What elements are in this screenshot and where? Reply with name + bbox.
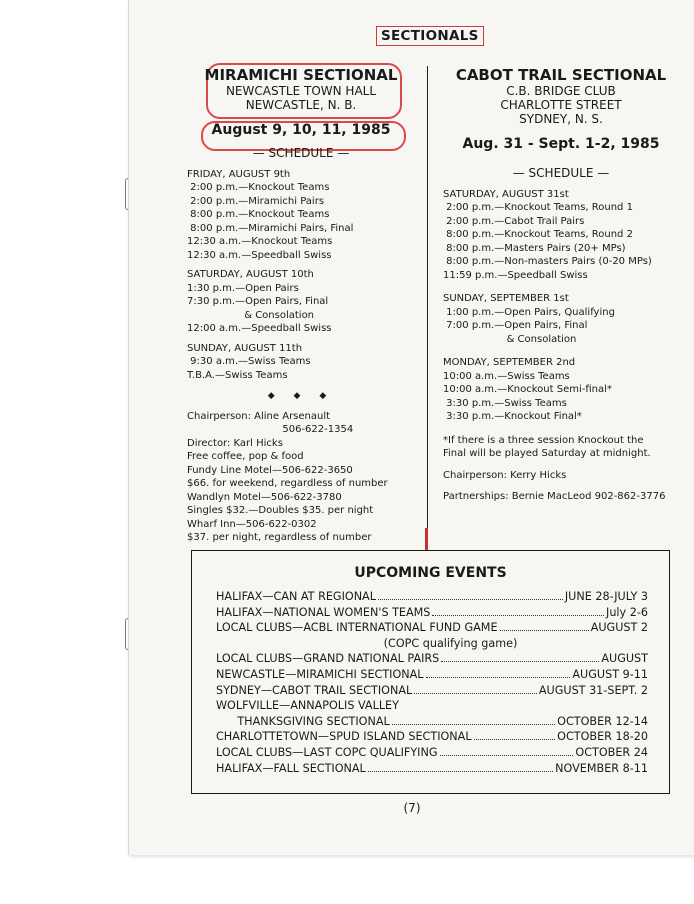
schedule-item: 11:59 p.m.—Speedball Swiss <box>443 269 588 281</box>
upcoming-events-box <box>191 550 670 794</box>
schedule-item: 3:30 p.m.—Swiss Teams <box>443 397 567 409</box>
schedule-item: 2:00 p.m.—Knockout Teams, Round 1 <box>443 202 633 213</box>
event-row <box>216 620 648 636</box>
event-date: NOVEMBER 8-11 <box>555 761 648 775</box>
venue-line: C.B. BRIDGE CLUB <box>506 84 616 98</box>
event-name: CHARLOTTETOWN—SPUD ISLAND SECTIONAL <box>216 730 472 744</box>
venue-line: NEWCASTLE TOWN HALL <box>225 84 377 98</box>
event-date: AUGUST 2 <box>590 621 648 635</box>
dot-leader <box>474 739 556 740</box>
schedule-item: 12:00 a.m.—Speedball Swiss <box>187 323 332 334</box>
upcoming-events-heading: UPCOMING EVENTS <box>354 565 507 581</box>
dot-leader <box>440 755 574 756</box>
contact-line: Fundy Line Motel—506-622-3650 <box>187 464 353 476</box>
note-line: Final will be played Saturday at midnight. <box>443 448 651 459</box>
event-row <box>216 651 648 667</box>
schedule-item: 1:00 p.m.—Open Pairs, Qualifying <box>443 306 615 318</box>
day-block <box>443 356 679 424</box>
day-block <box>443 292 679 346</box>
event-name: LOCAL CLUBS—ACBL INTERNATIONAL FUND GAME <box>216 621 498 635</box>
schedule-heading: — SCHEDULE — <box>252 146 350 160</box>
contact-line: Wharf Inn—506-622-0302 <box>187 518 317 530</box>
contact-line: Singles $32.—Doubles $35. per night <box>187 505 374 516</box>
schedule-item: 2:00 p.m.—Cabot Trail Pairs <box>443 215 585 227</box>
event-row <box>216 698 648 714</box>
event-date: AUGUST 9-11 <box>572 667 648 681</box>
day-block <box>187 342 415 383</box>
note-line: *If there is a three session Knockout the <box>443 434 644 446</box>
dot-leader <box>378 599 563 600</box>
schedule-heading: — SCHEDULE — <box>512 166 610 180</box>
column-divider <box>427 66 428 546</box>
event-date: July 2-6 <box>606 605 648 619</box>
partnerships: Partnerships: Bernie MacLeod 902-862-3776 <box>443 491 666 502</box>
schedule-item: 2:00 p.m.—Miramichi Pairs <box>187 195 325 207</box>
dot-leader <box>441 661 599 662</box>
schedule-item: 2:00 p.m.—Knockout Teams <box>187 182 330 193</box>
miramichi-column <box>187 66 415 545</box>
schedule-item: 8:00 p.m.—Knockout Teams <box>187 209 330 220</box>
event-continuation: (COPC qualifying game) <box>383 636 518 650</box>
red-pen-mark <box>425 528 428 550</box>
event-row <box>216 745 648 761</box>
event-name: SYDNEY—CABOT TRAIL SECTIONAL <box>216 683 413 697</box>
document-page <box>128 0 694 855</box>
dot-leader <box>392 724 555 725</box>
event-name: HALIFAX—NATIONAL WOMEN'S TEAMS <box>216 605 431 619</box>
miramichi-title: MIRAMICHI SECTIONAL <box>204 66 398 84</box>
event-name: LOCAL CLUBS—GRAND NATIONAL PAIRS <box>216 652 440 666</box>
schedule-item: 12:30 a.m.—Speedball Swiss <box>187 249 332 261</box>
event-row <box>216 714 648 730</box>
dot-leader <box>414 693 537 694</box>
dot-leader <box>426 677 571 678</box>
contact-line: Wandlyn Motel—506-622-3780 <box>187 491 342 503</box>
schedule-list <box>443 188 679 424</box>
event-row <box>216 589 648 605</box>
event-date: OCTOBER 24 <box>575 745 648 759</box>
schedule-item: 9:30 a.m.—Swiss Teams <box>187 356 311 367</box>
day-heading: FRIDAY, AUGUST 9th <box>187 168 291 180</box>
schedule-item: 12:30 a.m.—Knockout Teams <box>187 236 333 247</box>
day-heading: SATURDAY, AUGUST 31st <box>443 188 569 200</box>
day-block <box>443 188 679 283</box>
contact-line: Chairperson: Aline Arsenault <box>187 410 331 422</box>
cabot-trail-column <box>443 66 679 504</box>
venue-line: CHARLOTTE STREET <box>500 98 622 112</box>
schedule-item: 8:00 p.m.—Knockout Teams, Round 2 <box>443 229 633 240</box>
schedule-item: 10:00 a.m.—Swiss Teams <box>443 370 570 382</box>
event-date: OCTOBER 18-20 <box>557 730 648 744</box>
event-date: OCTOBER 12-14 <box>557 714 648 728</box>
day-heading: SATURDAY, AUGUST 10th <box>187 269 314 280</box>
day-heading: SUNDAY, SEPTEMBER 1st <box>443 293 569 304</box>
schedule-item: 8:00 p.m.—Miramichi Pairs, Final <box>187 222 354 234</box>
event-date: JUNE 28-JULY 3 <box>564 590 648 603</box>
knockout-note <box>443 434 679 461</box>
day-heading: SUNDAY, AUGUST 11th <box>187 342 303 354</box>
event-date: AUGUST <box>601 652 648 666</box>
event-name: HALIFAX—FALL SECTIONAL <box>216 761 366 775</box>
schedule-item: 3:30 p.m.—Knockout Final* <box>443 411 582 422</box>
dot-leader <box>368 771 553 772</box>
day-heading: MONDAY, SEPTEMBER 2nd <box>443 357 576 368</box>
event-name: HALIFAX—CAN AT REGIONAL <box>216 590 376 603</box>
diamond-divider: ◆ ◆ ◆ <box>267 391 335 401</box>
event-date: AUGUST 31-SEPT. 2 <box>538 683 648 697</box>
schedule-item: T.B.A.—Swiss Teams <box>187 369 288 381</box>
schedule-list <box>187 168 415 383</box>
cabot-trail-title: CABOT TRAIL SECTIONAL <box>455 66 667 84</box>
event-row <box>216 683 648 699</box>
event-row <box>216 605 648 621</box>
event-name: WOLFVILLE—ANNAPOLIS VALLEY <box>216 699 399 713</box>
contact-line: $37. per night, regardless of number <box>187 532 372 543</box>
schedule-item: 8:00 p.m.—Masters Pairs (20+ MPs) <box>443 242 626 254</box>
contact-info <box>187 410 415 545</box>
day-block <box>187 268 415 336</box>
dot-leader <box>432 615 604 616</box>
event-name: LOCAL CLUBS—LAST COPC QUALIFYING <box>216 745 438 759</box>
miramichi-dates: August 9, 10, 11, 1985 <box>211 122 391 138</box>
sectionals-header: SECTIONALS <box>376 26 484 46</box>
contact-line: 506-622-1354 <box>187 424 354 435</box>
schedule-item: 7:30 p.m.—Open Pairs, Final <box>187 296 329 307</box>
event-row <box>216 667 648 683</box>
contact-line: Director: Karl Hicks <box>187 437 283 449</box>
schedule-item: & Consolation <box>443 333 577 345</box>
venue-line: NEWCASTLE, N. B. <box>245 98 357 112</box>
contact-line: $66. for weekend, regardless of number <box>187 478 388 489</box>
venue-line: SYDNEY, N. S. <box>519 112 603 126</box>
schedule-item: 7:00 p.m.—Open Pairs, Final <box>443 320 588 331</box>
schedule-item: 1:30 p.m.—Open Pairs <box>187 282 299 294</box>
schedule-item: & Consolation <box>187 309 315 321</box>
cabot-trail-dates: Aug. 31 - Sept. 1-2, 1985 <box>462 136 660 152</box>
event-name: THANKSGIVING SECTIONAL <box>216 714 390 728</box>
day-block <box>187 168 415 263</box>
event-name: NEWCASTLE—MIRAMICHI SECTIONAL <box>216 667 424 681</box>
page-number: (7) <box>403 801 421 815</box>
contact-line: Free coffee, pop & food <box>187 451 304 462</box>
event-row <box>216 729 648 745</box>
event-row <box>216 761 648 777</box>
events-list <box>192 589 669 776</box>
schedule-item: 10:00 a.m.—Knockout Semi-final* <box>443 384 612 395</box>
schedule-item: 8:00 p.m.—Non-masters Pairs (0-20 MPs) <box>443 256 652 267</box>
chairperson: Chairperson: Kerry Hicks <box>443 469 567 481</box>
dot-leader <box>500 630 589 631</box>
